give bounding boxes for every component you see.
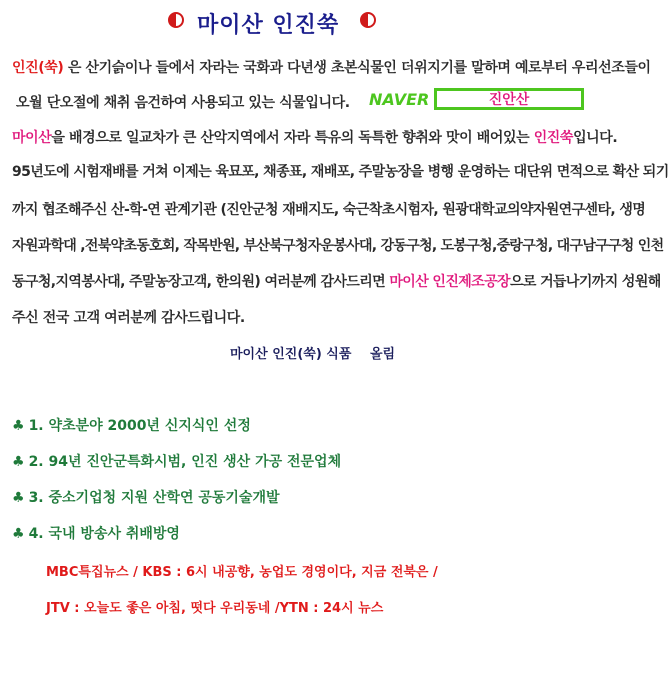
para-line-5: 까지 협조해주신 산-학-연 관계기관 (진안군청 재배지도, 숙근착초시험자, 원광대학교의약자원연구센타, 생명 xyxy=(12,202,646,218)
factory-highlight: 마이산 인진제조공장 xyxy=(389,274,510,290)
list-item xyxy=(12,487,280,507)
para-line-6: 자원과학대 ,전북약초동호회, 작목반원, 부산북구청자운봉사대, 강동구청, 도봉구청,중랑구청, 대구남구구청 인천 xyxy=(12,238,664,254)
right-circle-icon xyxy=(360,12,376,28)
para-line-3-end: 입니다. xyxy=(573,130,618,146)
list-item xyxy=(12,451,341,471)
list-item xyxy=(12,523,180,543)
intro-line-1 xyxy=(12,57,651,77)
list-item-text: 2. 94년 진안군특화시범, 인진 생산 가공 전문업체 xyxy=(28,454,342,470)
injin-highlight: 인진쑥 xyxy=(533,130,574,146)
intro-line-1-text: 은 산기슭이나 들에서 자라는 국화과 다년생 초본식물인 더위지기를 말하며 예로부터 우리선조들이 xyxy=(63,60,651,76)
list-item-text: 1. 약초분야 2000년 신지식인 선정 xyxy=(28,418,251,434)
naver-search-query: 진안산 xyxy=(488,92,530,108)
page-title: 마이산 인진쑥 xyxy=(197,13,340,38)
para-line-7-end: 으로 거듭나기까지 성원해 xyxy=(509,274,661,290)
para-line-3-mid: 을 배경으로 일교차가 큰 산악지역에서 자라 특유의 독특한 향취와 맛이 배어있는 xyxy=(51,130,534,146)
intro-highlight: 인진(쑥) xyxy=(12,60,64,76)
left-circle-icon xyxy=(168,12,184,28)
signature-company: 마이산 인진(쑥) 식품 xyxy=(230,347,352,362)
broadcast-line: MBC특집뉴스 / KBS : 6시 내공향, 농업도 경영이다, 지금 전북은 / xyxy=(46,565,438,580)
para-line-8: 주신 전국 고객 여러분께 감사드립니다. xyxy=(12,310,245,326)
para-line-4: 95년도에 시험재배를 거쳐 이제는 육묘포, 채종표, 재배포, 주말농장을 병행 운영하는 대단위 면적으로 확산 되기 xyxy=(12,164,669,180)
para-line-7 xyxy=(12,271,661,291)
para-line-3 xyxy=(12,127,617,147)
broadcast-line: JTV : 오늘도 좋은 아침, 떳다 우리동네 /YTN : 24시 뉴스 xyxy=(46,601,384,616)
club-icon: ♣ xyxy=(12,526,25,542)
para-line-7-start: 동구청,지역봉사대, 주말농장고객, 한의원) 여러분께 감사드리면 xyxy=(12,274,390,290)
intro-line-2: 오월 단오절에 채취 음건하여 사용되고 있는 식물입니다. xyxy=(16,95,350,111)
signature-action: 올림 xyxy=(370,347,396,362)
naver-search-box[interactable] xyxy=(434,88,584,110)
title-row xyxy=(0,8,670,38)
club-icon: ♣ xyxy=(12,454,25,470)
list-item xyxy=(12,415,251,435)
list-item-text: 4. 국내 방송사 취배방영 xyxy=(28,526,180,542)
list-item-text: 3. 중소기업청 지원 산학연 공동기술개발 xyxy=(28,490,280,506)
club-icon: ♣ xyxy=(12,490,25,506)
naver-logo[interactable]: NAVER xyxy=(369,90,430,109)
maisan-highlight: 마이산 xyxy=(12,130,52,146)
club-icon: ♣ xyxy=(12,418,25,434)
